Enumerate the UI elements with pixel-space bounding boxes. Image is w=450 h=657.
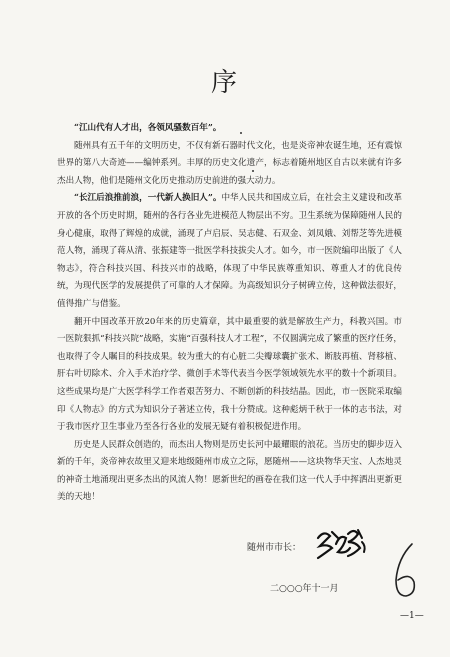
paragraph-achievements: 中华人民共和国成立后，在社会主义建设和改革开放的各个历史时期，随州的各行各业先进模范人物层出不穷。卫生系统为保障随州人民的身心健康，取得了辉煌的成就，涌现了卢启辰、吴志健、石双金、刘凤娥、刘帮芝等先进模范人物，涌现了蒋从清、张振建等一批医学科技拔尖人才。如今，市一医院编印出版了《人物志》，符合科技兴国、科技兴市的战略，体现了中华民族尊重知识、尊重人才的优良传统，为现代医学的发展提供了可靠的人才保障。为高级知识分子树碑立传，这种做法很好，值得推广与借鉴。	[57, 193, 402, 309]
date-line: 二○○○年十一月	[270, 584, 339, 594]
preface-body	[57, 120, 402, 507]
paragraph-reform: 翻开中国改革开放20年来的历史篇章，其中最重要的就是解放生产力，科教兴国。市一医院狠抓“科技兴院”战略，实施“百强科技人才工程”，不仅圆满完成了繁重的医疗任务，也取得了令人瞩目的科技成果。较为重大的有心脏二尖瓣球囊扩张术、断肢再植、肾移植、肝右叶切除术、介入手术治疗学、微创手术等代表当今医学领域领先水平的数十个新项目。这些成果均是广大医学科学工作者艰苦努力、不断创新的科技结晶。因此，市一医院采取编印《人物志》的方式为知识分子著述立传，我十分赞成。这种彪炳千秋于一体的志书法，对于我市医疗卫生事业乃至各行各业的发展无疑有着积极促进作用。	[57, 316, 402, 433]
preface-title: 序	[210, 68, 239, 98]
paragraph-history: 随州具有五千年的文明历史，不仅有新石器时代文化，也是炎帝神农诞生地，还有震惊世界的第八大奇迹——编钟系列。丰厚的历史文化遗产，标志着随州地区自古以来就有许多杰出人物，他们是随州文化历史推动历史前进的强大动力。	[57, 140, 402, 186]
paragraph-quote-1: “江山代有人才出，各领风骚数百年”。	[74, 123, 222, 133]
paragraph-closing: 历史是人民群众创造的，而杰出人物则是历史长河中最耀眼的浪花。当历史的脚步迈入新的千年，炎帝神农故里又迎来地级随州市成立之际，愿随州——这块物华天宝、人杰地灵的神奇土地涌现出更多杰出的风流人物！愿新世纪的画卷在我们这一代人手中挥洒出更新更美的天地！	[57, 439, 402, 503]
handwritten-signature	[312, 524, 372, 562]
page-number: —1—	[400, 611, 424, 621]
scan-speck	[252, 170, 254, 172]
signature-label: 随州市市长：	[247, 543, 302, 553]
paragraph-quote-2: “长江后浪推前浪，一代新人换旧人”。	[74, 193, 222, 204]
paragraph-quote-2-block	[57, 190, 402, 313]
handwritten-number-6	[388, 540, 422, 602]
scan-speck	[240, 132, 242, 134]
